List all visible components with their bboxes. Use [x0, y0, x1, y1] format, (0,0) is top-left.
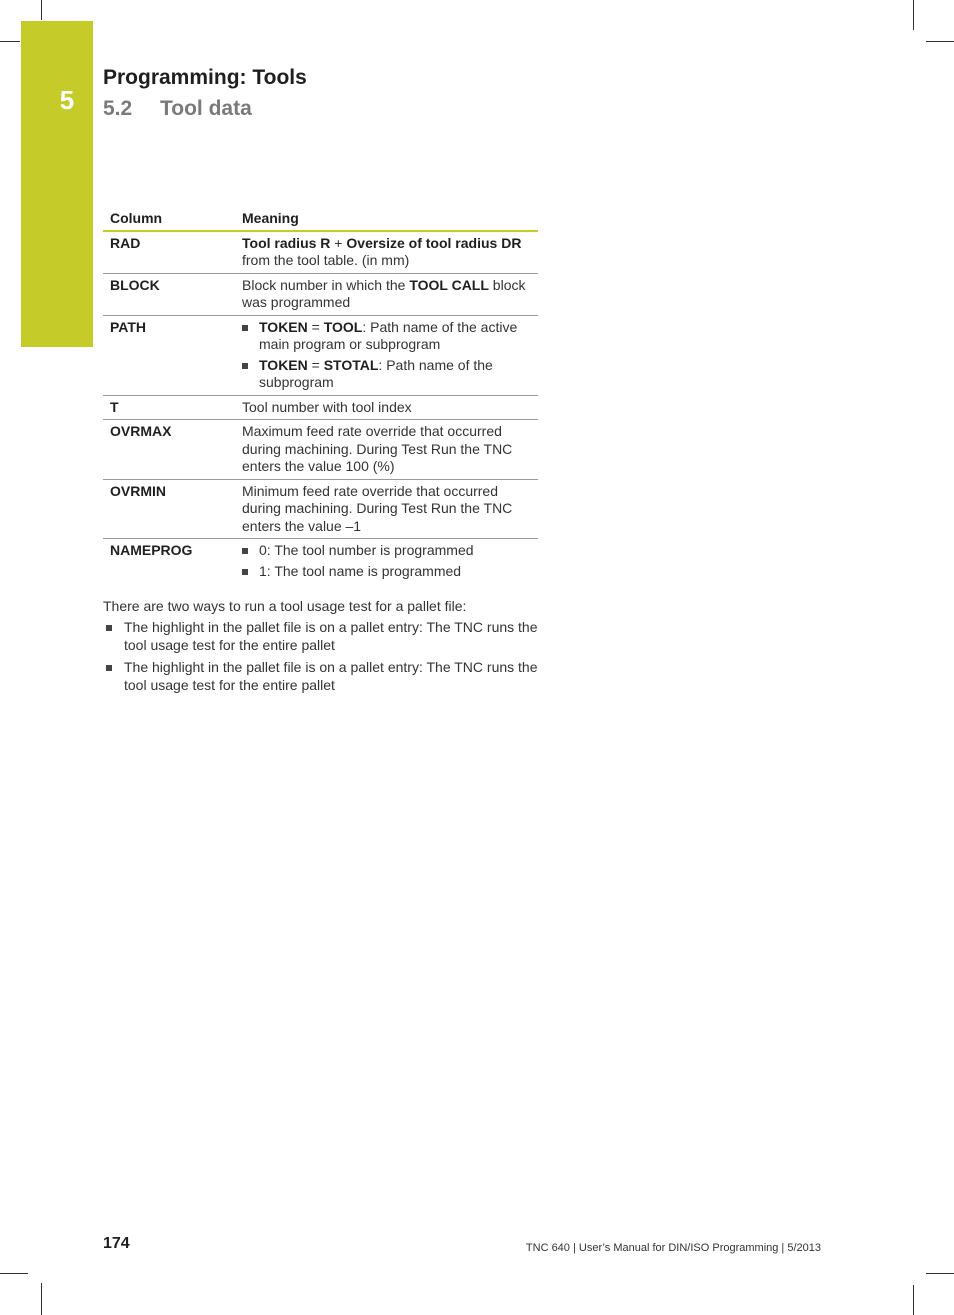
text-path-desc: : Path name of the active main program or subprogram [259, 318, 518, 352]
row-meaning-path [235, 315, 538, 395]
crop-mark [913, 1285, 914, 1315]
row-column-block: BLOCK [103, 273, 235, 315]
header-meaning: Meaning [235, 208, 538, 231]
bullet-square-icon [106, 665, 112, 671]
row-meaning-t: Tool number with tool index [235, 395, 538, 420]
term-tool: TOOL [323, 318, 363, 335]
crop-mark [926, 41, 954, 42]
section-heading [103, 97, 252, 121]
path-list [242, 319, 530, 392]
list-item-text: The highlight in the pallet file is on a pallet entry: The TNC runs the tool usage test for the entire pallet [124, 659, 538, 693]
crop-mark [913, 0, 914, 30]
list-item-text: 0: The tool number is programmed [259, 542, 474, 558]
header-column: Column [103, 208, 235, 231]
term-token: TOKEN [259, 318, 308, 335]
list-item [242, 563, 530, 581]
row-column-ovrmax: OVRMAX [103, 420, 235, 480]
section-number: 5.2 [103, 97, 133, 120]
chapter-number: 5 [59, 85, 75, 115]
crop-mark [41, 0, 42, 20]
table-row [103, 231, 538, 274]
row-column-rad: RAD [103, 231, 235, 274]
row-meaning-block [235, 273, 538, 315]
row-column-t: T [103, 395, 235, 420]
text-plus: + [330, 234, 347, 251]
term-tool-radius: Tool radius R [242, 234, 331, 251]
text-rad-rest: from the tool table. (in mm) [242, 252, 410, 268]
column-meaning-table [103, 208, 538, 583]
row-column-nameprog: NAMEPROG [110, 542, 193, 558]
text-path-desc: : Path name of the subprogram [259, 356, 493, 390]
chapter-tab [21, 21, 93, 347]
row-meaning-ovrmax: Maximum feed rate override that occurred during machining. During Test Run the TNC enters the value 100 (%) [235, 420, 538, 480]
table-header-row [103, 208, 538, 231]
bullet-square-icon [106, 625, 112, 631]
table-row [103, 479, 538, 539]
table-row [103, 395, 538, 420]
text-equals: = [307, 356, 324, 373]
chapter-title: Programming: Tools [103, 66, 307, 89]
term-tool-call: TOOL CALL [409, 276, 489, 293]
table-row [103, 315, 538, 395]
table-row [103, 420, 538, 480]
page-number: 174 [103, 1235, 130, 1252]
term-token: TOKEN [259, 356, 308, 373]
table-row [103, 539, 538, 584]
row-meaning-rad [235, 231, 538, 274]
bullet-square-icon [242, 363, 248, 369]
list-item [242, 542, 530, 560]
crop-mark [0, 1273, 28, 1274]
list-item [242, 357, 530, 392]
list-item-text: 1: The tool name is programmed [259, 562, 462, 579]
footer-text: TNC 640 | User’s Manual for DIN/ISO Programming | 5/2013 [525, 1242, 821, 1254]
crop-mark [41, 1283, 42, 1315]
row-column-ovrmin: OVRMIN [103, 479, 235, 539]
list-item [103, 619, 543, 654]
bullet-square-icon [242, 548, 248, 554]
text-block-post: block was programmed [242, 276, 526, 310]
row-meaning-nameprog [235, 539, 538, 584]
term-oversize: Oversize of tool radius DR [346, 234, 522, 251]
bullet-square-icon [242, 569, 248, 575]
row-column-path: PATH [103, 315, 235, 395]
nameprog-list [242, 542, 530, 580]
list-item-text: The highlight in the pallet file is on a pallet entry: The TNC runs the tool usage test for the entire pallet [124, 619, 538, 653]
section-title: Tool data [160, 97, 252, 120]
table-row [103, 273, 538, 315]
crop-mark [926, 1273, 954, 1274]
term-stotal: STOTAL [323, 356, 379, 373]
intro-paragraph: There are two ways to run a tool usage test for a pallet file: [103, 598, 467, 614]
bullet-square-icon [242, 325, 248, 331]
crop-mark [0, 41, 20, 42]
text-block-pre: Block number in which the [242, 276, 410, 293]
row-meaning-ovrmin: Minimum feed rate override that occurred during machining. During Test Run the TNC enters the value –1 [235, 479, 538, 539]
text-equals: = [307, 318, 324, 335]
list-item [242, 319, 530, 354]
list-item [103, 659, 543, 694]
pallet-test-list [103, 619, 543, 699]
